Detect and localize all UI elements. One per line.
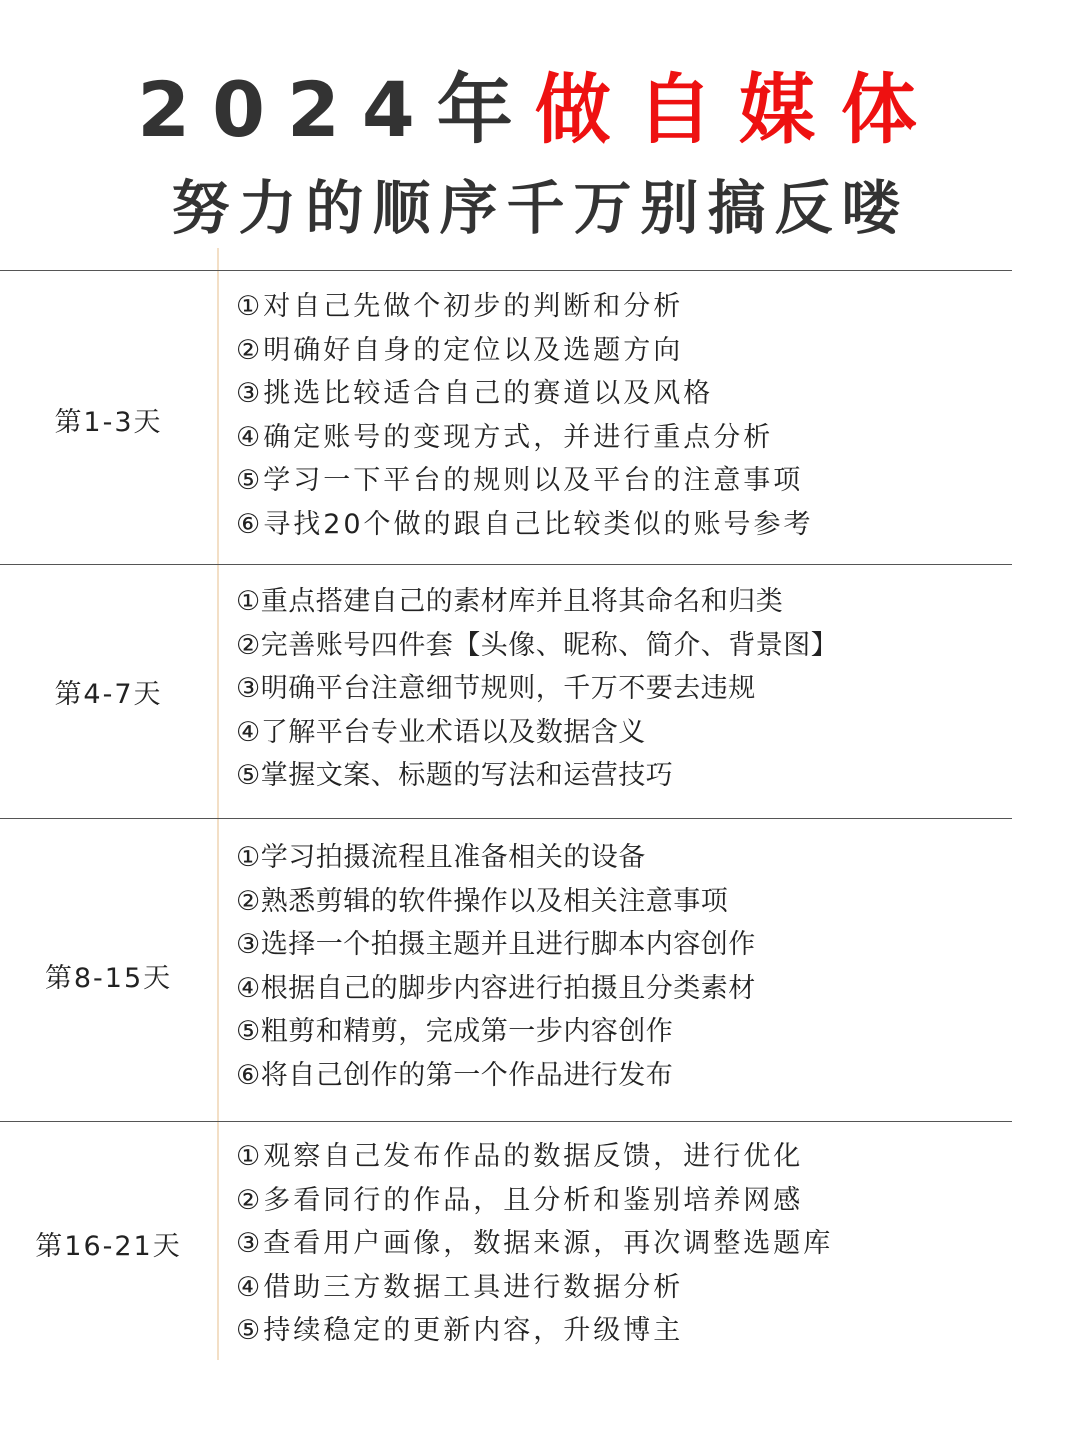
stage-task-list bbox=[236, 580, 1006, 798]
list-item: ⑤持续稳定的更新内容，升级博主 bbox=[236, 1315, 684, 1346]
page-subtitle: 努力的顺序千万别搞反喽 bbox=[171, 174, 909, 242]
stage-day-label: 第4-7天 bbox=[54, 679, 163, 710]
list-item: ①观察自己发布作品的数据反馈，进行优化 bbox=[236, 1141, 804, 1172]
list-item: ①学习拍摄流程且准备相关的设备 bbox=[236, 842, 646, 873]
row-divider bbox=[0, 818, 1012, 819]
title-highlight: 做自媒体 bbox=[534, 65, 943, 154]
list-item: ①重点搭建自己的素材库并且将其命名和归类 bbox=[236, 586, 784, 617]
list-item: ③选择一个拍摄主题并且进行脚本内容创作 bbox=[236, 929, 756, 960]
stage-day-label: 第8-15天 bbox=[44, 963, 173, 994]
list-item: ③查看用户画像，数据来源，再次调整选题库 bbox=[236, 1228, 834, 1259]
row-divider bbox=[0, 1121, 1012, 1122]
list-item: ③挑选比较适合自己的赛道以及风格 bbox=[236, 378, 714, 409]
list-item: ②明确好自身的定位以及选题方向 bbox=[236, 334, 684, 366]
list-item: ②熟悉剪辑的软件操作以及相关注意事项 bbox=[236, 885, 729, 917]
row-divider bbox=[0, 270, 1012, 271]
list-item: ③明确平台注意细节规则，千万不要去违规 bbox=[236, 673, 756, 704]
stage-task-list bbox=[236, 1135, 1006, 1353]
list-item: ⑥寻找20个做的跟自己比较类似的账号参考 bbox=[236, 508, 814, 540]
stage-day-label: 第1-3天 bbox=[54, 407, 163, 438]
stage-task-list bbox=[236, 836, 1006, 1097]
title-year: 2024年 bbox=[137, 65, 535, 154]
row-divider bbox=[0, 564, 1012, 565]
list-item: ②多看同行的作品，且分析和鉴别培养网感 bbox=[236, 1184, 804, 1216]
list-item: ④确定账号的变现方式，并进行重点分析 bbox=[236, 421, 774, 453]
list-item: ⑥将自己创作的第一个作品进行发布 bbox=[236, 1059, 674, 1091]
list-item: ④了解平台专业术语以及数据含义 bbox=[236, 716, 646, 748]
page-title bbox=[0, 62, 1080, 158]
stage-day-label: 第16-21天 bbox=[35, 1231, 182, 1262]
list-item: ④根据自己的脚步内容进行拍摄且分类素材 bbox=[236, 972, 756, 1004]
list-item: ⑤粗剪和精剪，完成第一步内容创作 bbox=[236, 1016, 674, 1047]
list-item: ④借助三方数据工具进行数据分析 bbox=[236, 1271, 684, 1303]
column-divider bbox=[217, 248, 219, 1360]
list-item: ⑤掌握文案、标题的写法和运营技巧 bbox=[236, 760, 674, 791]
list-item: ⑤学习一下平台的规则以及平台的注意事项 bbox=[236, 465, 804, 496]
stage-task-list bbox=[236, 285, 1006, 546]
list-item: ①对自己先做个初步的判断和分析 bbox=[236, 291, 684, 322]
list-item: ②完善账号四件套【头像、昵称、简介、背景图】 bbox=[236, 629, 839, 661]
